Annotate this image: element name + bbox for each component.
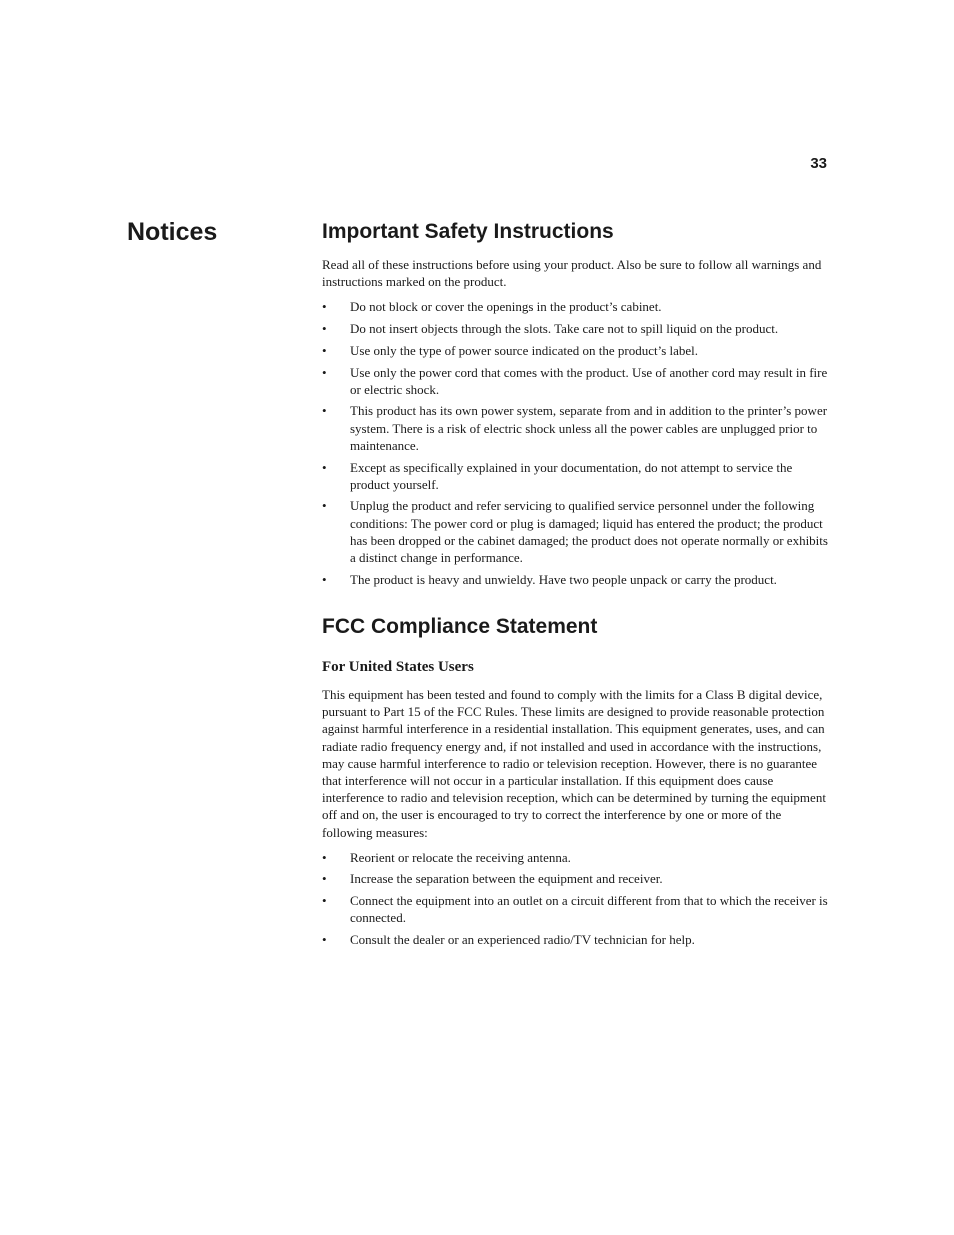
list-item [322,849,828,866]
fcc-heading: FCC Compliance Statement [322,614,598,638]
list-item-text: Do not block or cover the openings in the product’s cabinet. [350,299,662,315]
list-item [322,571,828,588]
list-item [322,402,828,454]
bullet: • [322,571,327,587]
list-item-text: Increase the separation between the equipment and receiver. [350,871,663,887]
list-item [322,892,828,926]
bullet: • [322,498,327,514]
list-item-text: Consult the dealer or an experienced radio/TV technician for help. [350,932,695,948]
list-item [322,459,828,493]
safety-heading: Important Safety Instructions [322,220,614,243]
bullet: • [322,849,327,865]
safety-list [322,298,828,588]
bullet: • [322,364,327,380]
list-item-text: Use only the power cord that comes with the product. Use of another cord may result in fire or electric shock. [350,364,828,397]
list-item-text: Except as specifically explained in your documentation, do not attempt to service the product yourself. [350,459,793,492]
fcc-subheading: For United States Users [322,658,474,675]
page-number: 33 [810,155,827,172]
section-title: Notices [127,218,218,246]
bullet: • [322,342,327,358]
list-item [322,870,828,887]
list-item-text: Use only the type of power source indicated on the product’s label. [350,342,699,358]
list-item-text: Unplug the product and refer servicing to qualified service personnel under the following conditions: The power cord or plug is damaged; liquid has entered the product; the product has been dropped or the cabinet damaged; the product does not operate normally or exhibits a distinct change in performance. [350,498,828,566]
list-item-text: Connect the equipment into an outlet on a circuit different from that to which the receiver is connected. [350,893,828,926]
list-item-text: The product is heavy and unwieldy. Have two people unpack or carry the product. [350,571,777,587]
list-item [322,298,828,315]
bullet: • [322,893,327,909]
list-item [322,320,828,337]
list-item-text: Reorient or relocate the receiving antenna. [350,849,571,865]
fcc-paragraph: This equipment has been tested and found to comply with the limits for a Class B digital device, pursuant to Part 15 of the FCC Rules. These limits are designed to provide reasonable protection against harmful interference in a residential installation. This equipment generates, uses, and can radiate radio frequency energy and, if not installed and used in accordance with the instructions, may cause harmful interference to radio or television reception. However, there is no guarantee that interference will not occur in a particular installation. If this equipment does cause interference to radio and television reception, which can be determined by turning the equipment off and on, the user is encouraged to try to correct the interference by one or more of the following measures: [322,686,826,840]
list-item-text: Do not insert objects through the slots. Take care not to spill liquid on the product. [350,321,779,337]
safety-intro: Read all of these instructions before using your product. Also be sure to follow all warnings and instructions marked on the product. [322,257,822,290]
bullet: • [322,299,327,315]
bullet: • [322,321,327,337]
bullet: • [322,459,327,475]
fcc-list [322,849,828,949]
list-item [322,931,828,948]
list-item [322,497,828,566]
main-content [322,219,828,953]
bullet: • [322,403,327,419]
bullet: • [322,871,327,887]
bullet: • [322,932,327,948]
list-item-text: This product has its own power system, separate from and in addition to the printer’s power system. There is a risk of electric shock unless all the power cables are unplugged prior to maintenance. [350,403,828,453]
list-item [322,364,828,398]
list-item [322,342,828,359]
